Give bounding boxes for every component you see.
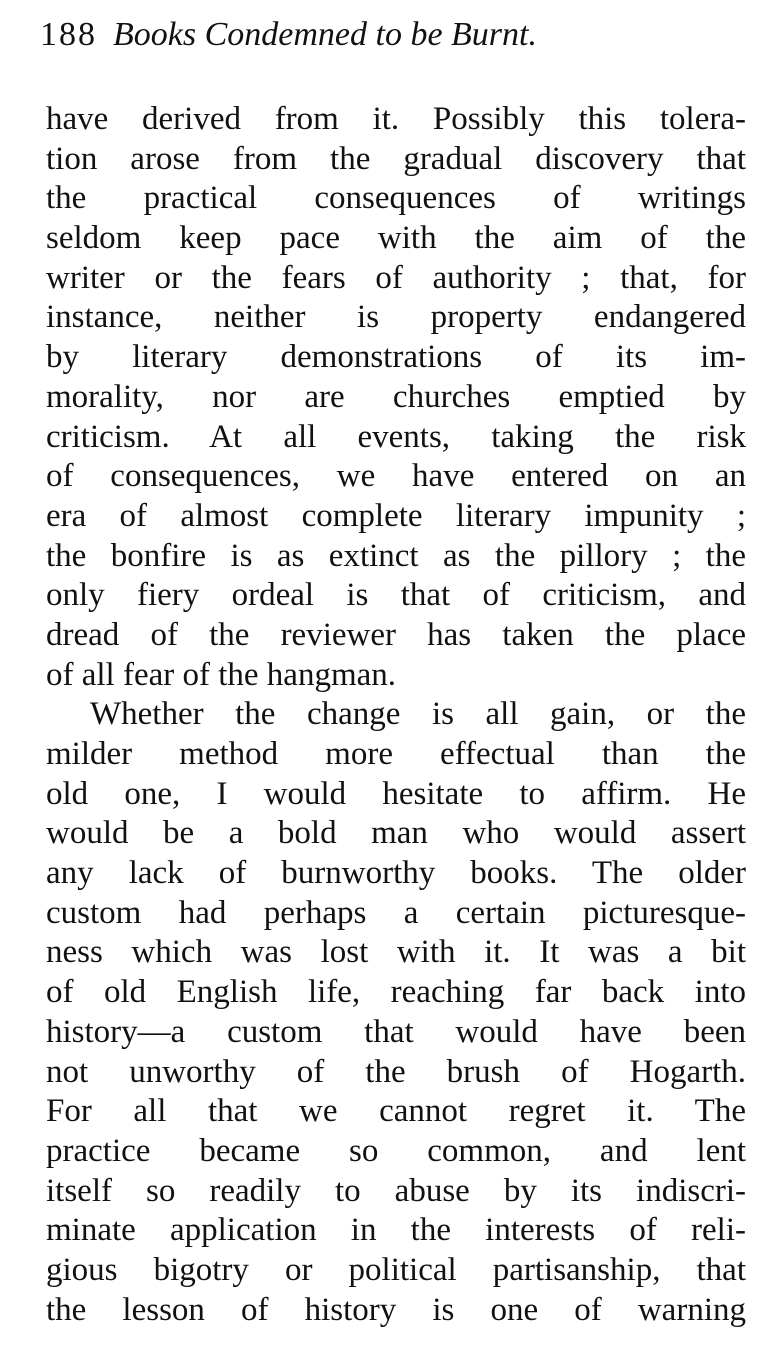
page-number: 188 [40,16,97,53]
text-line: itself so readily to abuse by its indiscri- [46,1172,746,1209]
text-line: old one, I would hesitate to affirm. He [46,775,746,812]
text-line: For all that we cannot regret it. The [46,1093,746,1130]
text-line: would be a bold man who would assert [46,815,746,852]
text-line: any lack of burnworthy books. The older [46,855,746,892]
paragraph [46,100,746,695]
text-line: the lesson of history is one of warning [46,1291,746,1328]
text-line: Whether the change is all gain, or the [90,696,746,733]
body-text [46,100,746,1330]
paragraph [46,695,746,1330]
text-line: by literary demonstrations of its im- [46,339,746,376]
text-line: history—a custom that would have been [46,1013,746,1050]
text-line: the bonfire is as extinct as the pillory ; the [46,537,746,574]
text-line: have derived from it. Possibly this tolera- [46,101,746,137]
text-line: minate application in the interests of reli- [46,1212,746,1249]
text-line: gious bigotry or political partisanship, that [46,1251,746,1288]
text-line: era of almost complete literary impunity ; [46,497,746,534]
text-line: of consequences, we have entered on an [46,458,746,495]
text-line: of all fear of the hangman. [46,656,397,693]
text-line: milder method more effectual than the [46,736,746,772]
text-line: criticism. At all events, taking the risk [46,418,746,455]
running-title: Books Condemned to be Burnt. [113,16,537,53]
text-line: instance, neither is property endangered [46,299,746,336]
text-line: writer or the fears of authority ; that, for [46,259,746,296]
text-line: tion arose from the gradual discovery that [46,140,746,177]
text-line: morality, nor are churches emptied by [46,378,746,415]
text-line: only fiery ordeal is that of criticism, and [46,577,746,614]
text-line: ness which was lost with it. It was a bit [46,934,746,971]
text-line: the practical consequences of writings [46,180,746,217]
text-line: dread of the reviewer has taken the place [46,616,746,653]
text-line: of old English life, reaching far back into [46,974,746,1011]
text-line: not unworthy of the brush of Hogarth. [46,1053,746,1090]
text-line: seldom keep pace with the aim of the [46,220,746,257]
text-line: practice became so common, and lent [46,1132,746,1169]
page-header [40,16,740,66]
text-line: custom had perhaps a certain picturesque- [46,894,746,931]
